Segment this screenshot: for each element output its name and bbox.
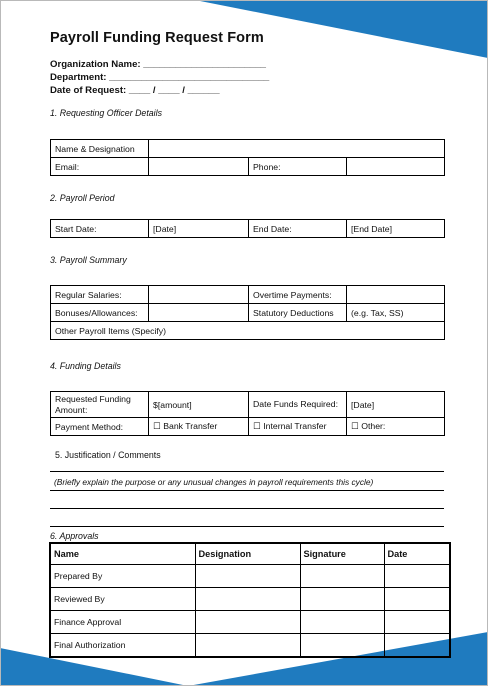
designation-cell[interactable]: [195, 565, 300, 588]
approval-role-final: Final Authorization: [50, 634, 195, 658]
statutory-input[interactable]: (e.g. Tax, SS): [347, 304, 445, 322]
section-heading-period: 2. Payroll Period: [50, 193, 115, 203]
approvals-header-row: [50, 543, 450, 565]
regular-salaries-input[interactable]: [149, 286, 249, 304]
department-field[interactable]: Department: ______________________________: [50, 72, 270, 83]
requested-funding-label: Requested Funding Amount:: [51, 392, 149, 418]
other-method-checkbox[interactable]: ☐ Other:: [347, 418, 445, 436]
date-cell[interactable]: [384, 565, 450, 588]
signature-cell[interactable]: [300, 565, 384, 588]
officer-details-table: [50, 139, 445, 176]
section-heading-approvals: 6. Approvals: [50, 531, 99, 541]
overtime-input[interactable]: [347, 286, 445, 304]
date-of-request-field[interactable]: Date of Request: ____ / ____ / ______: [50, 85, 220, 96]
justification-line-1[interactable]: [50, 471, 444, 472]
justification-line-3[interactable]: [50, 508, 444, 509]
end-date-label: End Date:: [249, 220, 347, 238]
section-heading-funding: 4. Funding Details: [50, 361, 121, 371]
date-funds-required-input[interactable]: [Date]: [347, 392, 445, 418]
approvals-header-name: Name: [50, 543, 195, 565]
designation-cell[interactable]: [195, 588, 300, 611]
date-funds-required-label: Date Funds Required:: [249, 392, 347, 418]
section-heading-officer: 1. Requesting Officer Details: [50, 108, 162, 118]
bonuses-input[interactable]: [149, 304, 249, 322]
start-date-label: Start Date:: [51, 220, 149, 238]
justification-line-2[interactable]: [50, 490, 444, 491]
form-title: Payroll Funding Request Form: [50, 30, 264, 46]
justification-hint: (Briefly explain the purpose or any unusual changes in payroll requirements this cycle): [54, 477, 374, 487]
signature-cell[interactable]: [300, 588, 384, 611]
table-row: [50, 588, 450, 611]
name-designation-label: Name & Designation: [51, 140, 149, 158]
overtime-label: Overtime Payments:: [249, 286, 347, 304]
payroll-period-table: [50, 219, 445, 238]
email-input[interactable]: [149, 158, 249, 176]
approval-role-prepared: Prepared By: [50, 565, 195, 588]
payroll-summary-table: [50, 285, 445, 340]
bank-transfer-checkbox[interactable]: ☐ Bank Transfer: [149, 418, 249, 436]
phone-input[interactable]: [347, 158, 445, 176]
approvals-header-date: Date: [384, 543, 450, 565]
email-label: Email:: [51, 158, 149, 176]
other-payroll-items-field[interactable]: Other Payroll Items (Specify): [51, 322, 445, 340]
section-heading-justification: 5. Justification / Comments: [55, 450, 161, 460]
name-designation-input[interactable]: [149, 140, 445, 158]
requested-funding-input[interactable]: $[amount]: [149, 392, 249, 418]
table-row: [50, 634, 450, 658]
signature-cell[interactable]: [300, 634, 384, 658]
bonuses-label: Bonuses/Allowances:: [51, 304, 149, 322]
internal-transfer-checkbox[interactable]: ☐ Internal Transfer: [249, 418, 347, 436]
organization-name-field[interactable]: Organization Name: _______________________: [50, 59, 267, 70]
approval-role-finance: Finance Approval: [50, 611, 195, 634]
date-cell[interactable]: [384, 611, 450, 634]
end-date-input[interactable]: [End Date]: [347, 220, 445, 238]
table-row: [50, 611, 450, 634]
approval-role-reviewed: Reviewed By: [50, 588, 195, 611]
start-date-input[interactable]: [Date]: [149, 220, 249, 238]
date-cell[interactable]: [384, 588, 450, 611]
designation-cell[interactable]: [195, 611, 300, 634]
funding-details-table: [50, 391, 445, 436]
payment-method-label: Payment Method:: [51, 418, 149, 436]
approvals-header-signature: Signature: [300, 543, 384, 565]
signature-cell[interactable]: [300, 611, 384, 634]
date-cell[interactable]: [384, 634, 450, 658]
approvals-table: [49, 542, 451, 658]
statutory-label: Statutory Deductions: [249, 304, 347, 322]
section-heading-summary: 3. Payroll Summary: [50, 255, 127, 265]
phone-label: Phone:: [249, 158, 347, 176]
table-row: [50, 565, 450, 588]
approvals-header-designation: Designation: [195, 543, 300, 565]
designation-cell[interactable]: [195, 634, 300, 658]
regular-salaries-label: Regular Salaries:: [51, 286, 149, 304]
justification-line-4[interactable]: [50, 526, 444, 527]
